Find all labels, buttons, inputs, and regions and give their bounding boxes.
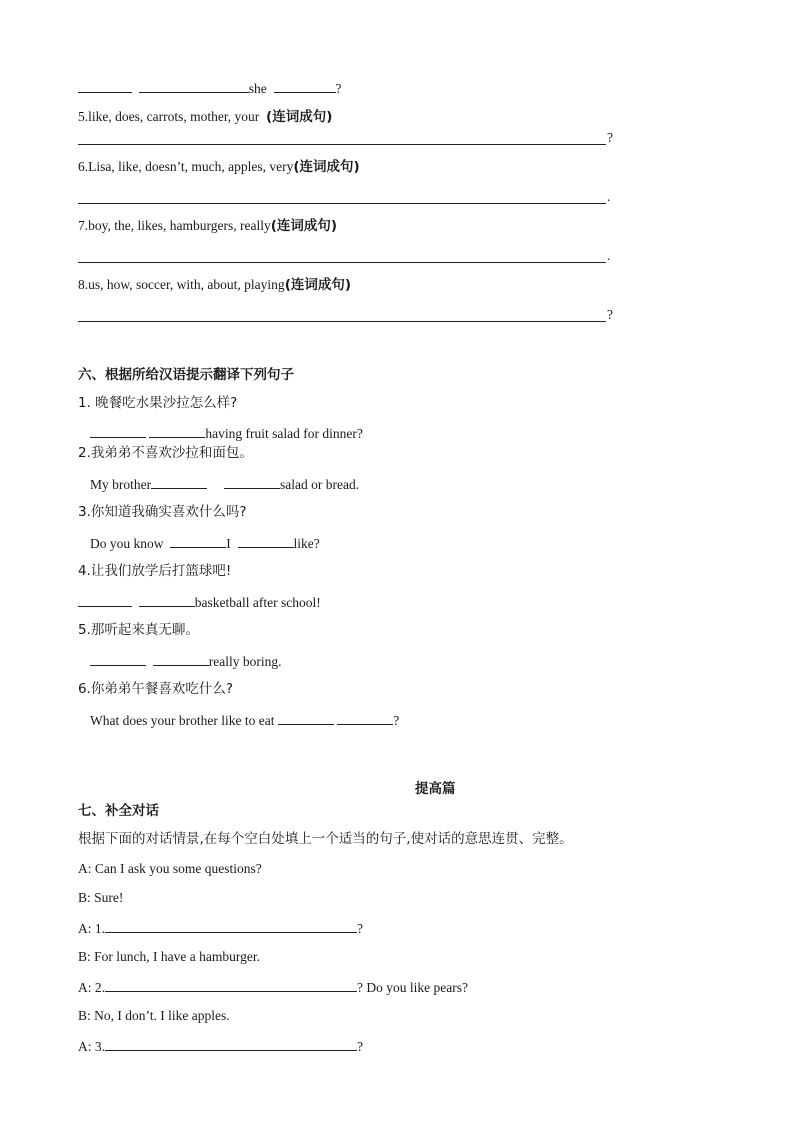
q7-end-punct: .: [607, 248, 611, 263]
dialog-blank-line-3: [78, 1036, 363, 1056]
s6-item6-answer: [90, 710, 399, 730]
s6-item4-answer: [78, 592, 321, 612]
s6-item4-post: basketball after school!: [194, 595, 321, 610]
q4-word: she: [248, 81, 267, 96]
s6-item3-mid: I: [226, 536, 238, 551]
answer-blank[interactable]: [90, 651, 146, 666]
q6-hint: (连词成句): [293, 159, 360, 175]
section7-instruction: 根据下面的对话情景,在每个空白处填上一个适当的句子,使对话的意思连贯、完整。: [78, 831, 573, 847]
dialog-line: B: For lunch, I have a hamburger.: [78, 949, 260, 964]
answer-blank[interactable]: [337, 710, 393, 725]
dialog-prefix: A: 2.: [78, 980, 105, 995]
s6-item1-post: having fruit salad for dinner?: [205, 426, 363, 441]
s6-item4-mid: [132, 595, 139, 610]
dialog-blank-line-1: [78, 918, 363, 938]
answer-blank[interactable]: [274, 78, 336, 93]
answer-blank[interactable]: [149, 423, 205, 438]
q6-answer-rule[interactable]: [78, 203, 606, 204]
s6-item2-pre: My brother: [90, 477, 152, 492]
answer-blank[interactable]: [170, 533, 226, 548]
s6-item2-answer: [90, 474, 359, 494]
q5-answer-rule[interactable]: [78, 144, 606, 145]
dialog-line: B: No, I don’t. I like apples.: [78, 1008, 230, 1023]
answer-blank[interactable]: [224, 474, 280, 489]
s6-item3-post: like?: [293, 536, 320, 551]
s6-item2-post: salad or bread.: [280, 477, 360, 492]
q8-words: 8.us, how, soccer, with, about, playing: [78, 277, 285, 292]
s6-item3-answer: [90, 533, 320, 553]
q5-end-punct: ?: [607, 130, 613, 145]
answer-blank[interactable]: [139, 78, 249, 93]
dialog-line: A: Can I ask you some questions?: [78, 861, 262, 876]
dialog-suffix: ?: [357, 921, 363, 936]
q5-hint: (连词成句): [266, 109, 333, 125]
s6-item4-chinese: 4.让我们放学后打篮球吧!: [78, 563, 232, 579]
q6-words: 6.Lisa, like, doesn’t, much, apples, very: [78, 159, 294, 174]
answer-blank[interactable]: [153, 651, 209, 666]
answer-blank[interactable]: [78, 592, 132, 607]
s6-item5-answer: [90, 651, 281, 671]
section6-title: 六、根据所给汉语提示翻译下列句子: [78, 367, 294, 383]
s6-item6-pre: What does your brother like to eat: [90, 713, 278, 728]
q8-answer-rule[interactable]: [78, 321, 606, 322]
answer-blank[interactable]: [105, 977, 357, 992]
q4-answer-line: [78, 78, 342, 98]
answer-blank[interactable]: [278, 710, 334, 725]
answer-blank[interactable]: [238, 533, 294, 548]
answer-blank[interactable]: [151, 474, 207, 489]
q6-prompt: [78, 158, 360, 176]
level-heading: 提高篇: [415, 781, 456, 797]
s6-item5-post: really boring.: [208, 654, 282, 669]
q7-prompt: [78, 217, 337, 235]
q7-answer-rule[interactable]: [78, 262, 606, 263]
s6-item6-post: ?: [393, 713, 400, 728]
s6-item2-chinese: 2.我弟弟不喜欢沙拉和面包。: [78, 445, 253, 461]
s6-item3-chinese: 3.你知道我确实喜欢什么吗?: [78, 504, 247, 520]
answer-blank[interactable]: [90, 423, 146, 438]
s6-item2-mid: [207, 477, 224, 492]
q4-end-punct: ?: [335, 81, 342, 96]
q5-prompt: [78, 108, 332, 126]
section7-title: 七、补全对话: [78, 803, 159, 819]
q8-hint: (连词成句): [284, 277, 352, 293]
s6-item1-chinese: 1. 晚餐吃水果沙拉怎么样?: [78, 395, 238, 411]
dialog-prefix: A: 1.: [78, 921, 105, 936]
dialog-suffix: ?: [357, 1039, 363, 1054]
q7-hint: (连词成句): [270, 218, 338, 234]
q8-end-punct: ?: [607, 307, 613, 322]
q5-words: 5.like, does, carrots, mother, your: [78, 109, 267, 124]
answer-blank[interactable]: [105, 918, 357, 933]
dialog-blank-line-2: [78, 977, 468, 997]
dialog-suffix: ? Do you like pears?: [357, 980, 468, 995]
answer-blank[interactable]: [139, 592, 195, 607]
s6-item5-mid: [146, 654, 153, 669]
s6-item3-pre: Do you know: [90, 536, 171, 551]
q8-prompt: [78, 276, 351, 294]
q7-words: 7.boy, the, likes, hamburgers, really: [78, 218, 271, 233]
answer-blank[interactable]: [105, 1036, 357, 1051]
q6-end-punct: .: [607, 189, 611, 204]
dialog-prefix: A: 3.: [78, 1039, 105, 1054]
s6-item6-chinese: 6.你弟弟午餐喜欢吃什么?: [78, 681, 234, 697]
answer-blank[interactable]: [78, 78, 132, 93]
s6-item5-chinese: 5.那听起来真无聊。: [78, 622, 199, 638]
dialog-line: B: Sure!: [78, 890, 124, 905]
s6-item1-answer: [90, 423, 363, 443]
